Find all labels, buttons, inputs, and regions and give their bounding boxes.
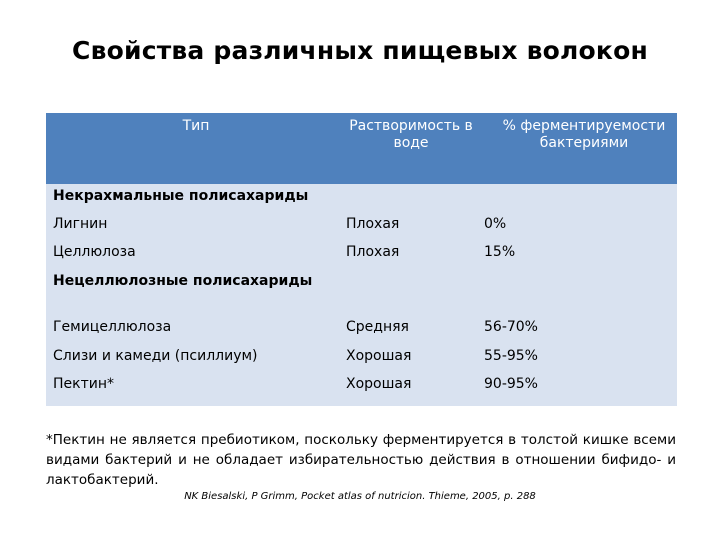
row-type: Лигнин (53, 216, 108, 232)
row-type: Целлюлоза (53, 244, 136, 260)
row-fermentability: 15% (484, 244, 516, 260)
row-solubility: Хорошая (346, 376, 412, 392)
row-solubility: Плохая (346, 244, 400, 260)
row-fermentability: 55-95% (484, 348, 538, 364)
header-type: Тип (182, 118, 210, 134)
row-fermentability: 90-95% (484, 376, 538, 392)
row-type: Слизи и камеди (псиллиум) (53, 348, 258, 364)
header-solubility: Растворимость в воде (349, 118, 473, 151)
footnote: *Пектин не является пребиотиком, поскольку ферментируется в толстой кишке всеми видами бактерий и не обладает избирательностью действия в отношении бифидо- и лактобактерий. (46, 432, 676, 488)
row-type: Пектин* (53, 376, 115, 392)
row-solubility: Хорошая (346, 348, 412, 364)
section-label: Некрахмальные полисахариды (53, 188, 309, 204)
row-type: Гемицеллюлоза (53, 319, 172, 335)
citation: NK Biesalski, P Grimm, Pocket atlas of nutricion. Thieme, 2005, p. 288 (184, 491, 536, 502)
row-solubility: Плохая (346, 216, 400, 232)
section-label: Нецеллюлозные полисахариды (53, 273, 313, 289)
row-solubility: Средняя (346, 319, 409, 335)
header-fermentability: % ферментируемости бактериями (502, 118, 666, 151)
row-fermentability: 0% (484, 216, 507, 232)
row-fermentability: 56-70% (484, 319, 538, 335)
page-title: Свойства различных пищевых волокон (72, 36, 648, 65)
table-header (46, 113, 677, 184)
fiber-properties-table (46, 113, 677, 406)
